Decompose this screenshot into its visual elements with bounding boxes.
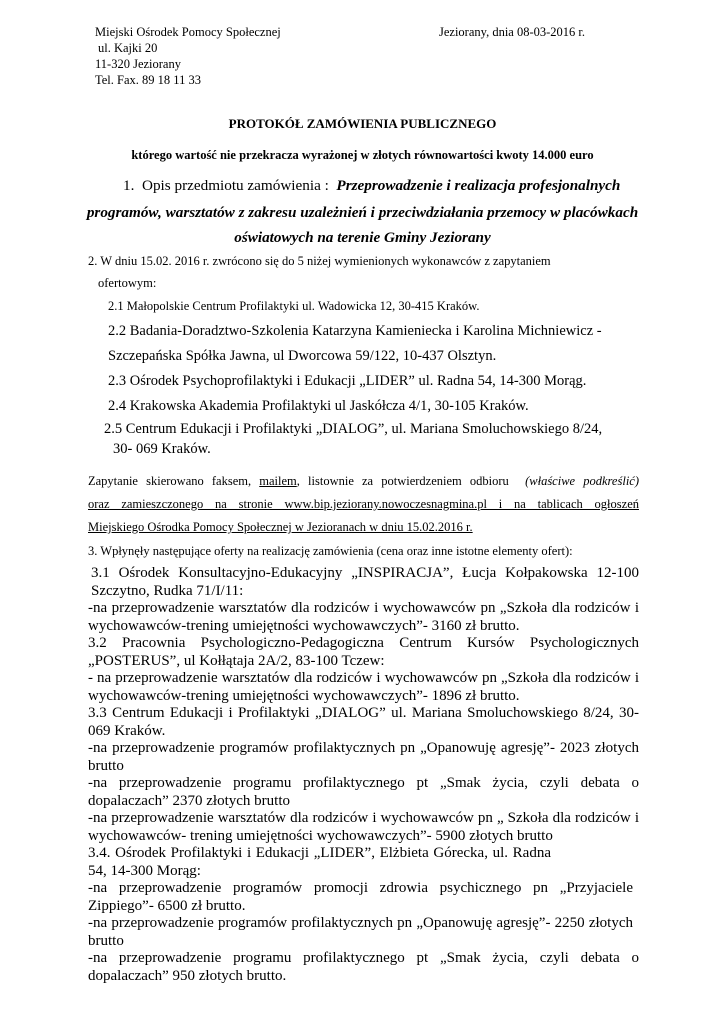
section2-item4: 2.4 Krakowska Akademia Profilaktyki ul Jaskółcza 4/1, 30-105 Kraków. [108, 398, 529, 414]
section1-title-line1: Przeprowadzenie i realizacja profesjonalnych [336, 177, 621, 194]
inquiry-line1 [88, 474, 639, 489]
section3-intro: 3. Wpłynęły następujące oferty na realizację zamówienia (cena oraz inne istotne elementy ofert): [88, 544, 573, 558]
section2-intro-line1: 2. W dniu 15.02. 2016 r. zwrócono się do 5 niżej wymienionych wykonawców z zapytaniem [88, 254, 551, 268]
header-phone: Tel. Fax. 89 18 11 33 [95, 73, 201, 87]
document-subtitle: którego wartość nie przekracza wyrażonej w złotych równowartości kwoty 14.000 euro [131, 148, 594, 162]
inquiry-comma: , [247, 474, 260, 488]
header-postal-city: 11-320 Jeziorany [95, 57, 181, 71]
section2-intro-line2: ofertowym: [98, 276, 157, 290]
document-title: PROTOKÓŁ ZAMÓWIENIA PUBLICZNEGO [228, 116, 497, 131]
section1-line1 [123, 177, 620, 195]
offer-3-3-b: -na przeprowadzenie programu profilaktycznego pt „Smak życia, czyli debata o dopalaczach” 2370 złotych brutto [88, 775, 639, 809]
section2-item5-line2: 30- 069 Kraków. [113, 441, 211, 457]
offer-3-4-a: -na przeprowadzenie programów promocji zdrowia psychicznego pn „Przyjaciele Zippiego”- 6500 zł brutto. [88, 880, 633, 914]
section2-item5-line1: 2.5 Centrum Edukacji i Profilaktyki „DIALOG”, ul. Mariana Smoluchowskiego 8/24, [104, 421, 603, 437]
offer-3-1-a: -na przeprowadzenie warsztatów dla rodziców i wychowawców pn „Szkoła dla rodziców i wychowawców-trening umiejętności wychowawczych”- 3160 zł brutto. [88, 600, 639, 634]
section3-offers [88, 565, 639, 985]
offer-3-3-a: -na przeprowadzenie programów profilaktycznych pn „Opanowuję agresję”- 2023 złotych brutto [88, 740, 639, 774]
inquiry-mail: mailem [259, 474, 297, 488]
section1-title-line3: oświatowych na terenie Gminy Jeziorany [234, 229, 491, 246]
inquiry-line2: oraz zamieszczonego na stronie www.bip.jeziorany.nowoczesnagmina.pl i na tablicach ogłoszeń [88, 497, 639, 511]
section2-item1: 2.1 Małopolskie Centrum Profilaktyki ul. Wadowicka 12, 30-415 Kraków. [108, 299, 480, 313]
inquiry-post: , listownie za potwierdzeniem odbioru [296, 474, 526, 488]
section2-item3: 2.3 Ośrodek Psychoprofilaktyki i Edukacji „LIDER” ul. Radna 54, 14-300 Morąg. [108, 373, 587, 389]
section2-item2-line2: Szczepańska Spółka Jawna, ul Dworcowa 59/122, 10-437 Olsztyn. [108, 348, 497, 364]
section1-title-line2: programów, warsztatów z zakresu uzależnień i przeciwdziałania przemocy w placówkach [86, 204, 639, 221]
header-org-name: Miejski Ośrodek Pomocy Społecznej [95, 25, 281, 39]
offer-3-4-head: 3.4. Ośrodek Profilaktyki i Edukacji „LIDER”, Elżbieta Górecka, ul. Radna 54, 14-300 Morąg: [88, 845, 551, 879]
section1-prefix: 1. Opis przedmiotu zamówienia : [123, 177, 337, 194]
offer-3-1-head: 3.1 Ośrodek Konsultacyjno-Edukacyjny „INSPIRACJA”, Łucja Kołpakowska 12-100 Szczytno, Rudka 71/I/11: [91, 565, 639, 599]
offer-3-3-head: 3.3 Centrum Edukacji i Profilaktyki „DIALOG” ul. Mariana Smoluchowskiego 8/24, 30-069 Kraków. [88, 705, 639, 739]
section2-item2-line1: 2.2 Badania-Doradztwo-Szkolenia Katarzyna Kamieniecka i Karolina Michniewicz - [108, 323, 602, 339]
offer-3-3-c: -na przeprowadzenie warsztatów dla rodziców i wychowawców pn „ Szkoła dla rodziców i wychowawców- trening umiejętności wychowawczych”- 5900 złotych brutto [88, 810, 639, 844]
inquiry-line3: Miejskiego Ośrodka Pomocy Społecznej w Jezioranach w dniu 15.02.2016 r. [88, 520, 473, 534]
inquiry-note: (właściwe podkreślić) [525, 474, 639, 488]
inquiry-fax: Zapytanie skierowano faksem [88, 474, 248, 488]
offer-3-4-c: -na przeprowadzenie programu profilaktycznego pt „Smak życia, czyli debata o dopalaczach” 950 złotych brutto. [88, 950, 639, 984]
header-place-date: Jeziorany, dnia 08-03-2016 r. [439, 25, 586, 39]
offer-3-2-a: - na przeprowadzenie warsztatów dla rodziców i wychowawców pn „Szkoła dla rodziców i wychowawców-trening umiejętności wychowawczych”- 1896 zł brutto. [88, 670, 639, 704]
offer-3-4-b: -na przeprowadzenie programów profilaktycznych pn „Opanowuję agresję”- 2250 złotych brutto [88, 915, 633, 949]
offer-3-2-head: 3.2 Pracownia Psychologiczno-Pedagogiczna Centrum Kursów Psychologicznych „POSTERUS”, ul Kołłątaja 2A/2, 83-100 Tczew: [88, 635, 639, 669]
header-street: ul. Kajki 20 [98, 41, 158, 55]
